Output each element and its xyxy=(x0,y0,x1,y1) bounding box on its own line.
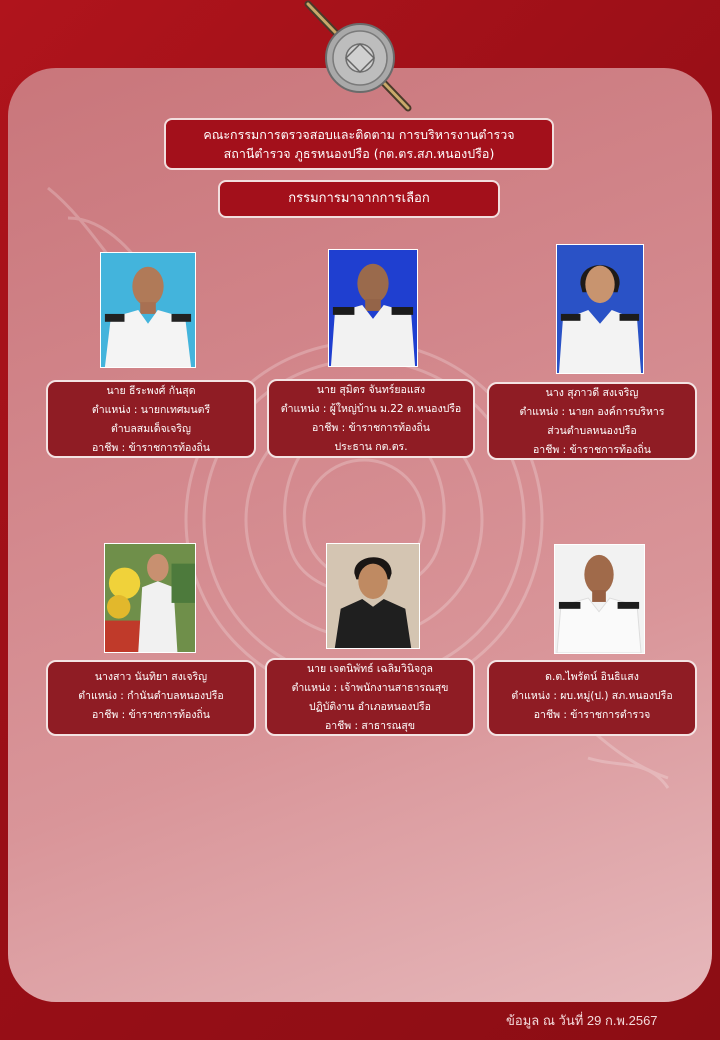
police-emblem-icon xyxy=(300,0,420,112)
member-photo-3 xyxy=(556,244,644,374)
member-name: นาย สุมิตร จันทร์ยอแสง xyxy=(316,384,426,396)
member-position: ตำแหน่ง : ผู้ใหญ่บ้าน ม.22 ต.หนองปรือ xyxy=(280,403,462,415)
committee-title xyxy=(164,118,554,170)
member-occupation: อาชีพ : ข้าราชการท้องถิ่น xyxy=(92,709,210,721)
member-position: ตำแหน่ง : กำนันตำบลหนองปรือ xyxy=(78,690,224,702)
member-name: นาย ธีระพงศ์ กันสุด xyxy=(106,385,196,397)
member-photo-5 xyxy=(326,543,420,649)
member-name: นางสาว นันทิยา สงเจริญ xyxy=(94,671,208,683)
member-name: นาย เจตนิพัทธ์ เฉลิมวินิจกูล xyxy=(306,663,433,675)
member-card-4 xyxy=(46,660,256,736)
data-date-note: ข้อมูล ณ วันที่ 29 ก.พ.2567 xyxy=(506,1013,658,1028)
member-occupation: อาชีพ : สาธารณสุข xyxy=(324,720,416,732)
title-line-1: คณะกรรมการตรวจสอบและติดตาม การบริหารงานตำรวจ xyxy=(203,127,515,142)
member-name: นาง สุภาวดี สงเจริญ xyxy=(545,387,639,399)
member-occupation: อาชีพ : ข้าราชการท้องถิ่น xyxy=(312,422,430,434)
member-position-detail: ปฏิบัติงาน อำเภอหนองปรือ xyxy=(309,701,431,713)
member-occupation: อาชีพ : ข้าราชการท้องถิ่น xyxy=(92,442,210,454)
member-card-6 xyxy=(487,660,697,736)
member-photo-1 xyxy=(100,252,196,368)
member-photo-2 xyxy=(328,249,418,367)
member-card-3 xyxy=(487,382,697,460)
member-occupation: อาชีพ : ข้าราชการท้องถิ่น xyxy=(533,444,651,456)
member-position: ตำแหน่ง : เจ้าพนักงานสาธารณสุข xyxy=(291,682,449,694)
member-card-1 xyxy=(46,380,256,458)
member-position: ตำแหน่ง : นายก องค์การบริหาร xyxy=(519,406,665,418)
member-occupation: อาชีพ : ข้าราชการตำรวจ xyxy=(533,709,651,721)
member-position-detail: ส่วนตำบลหนองปรือ xyxy=(547,425,637,437)
title-line-2: สถานีตำรวจ ภูธรหนองปรือ (กต.ตร.สภ.หนองปรือ) xyxy=(223,146,495,161)
member-position: ตำแหน่ง : นายกเทศมนตรี xyxy=(91,404,211,416)
member-card-5 xyxy=(265,658,475,736)
member-position-detail: ตำบลสมเด็จเจริญ xyxy=(110,423,192,435)
member-position: ตำแหน่ง : ผบ.หมู่(ป.) สภ.หนองปรือ xyxy=(511,690,673,702)
member-photo-6 xyxy=(554,544,645,654)
member-role: ประธาน กต.ตร. xyxy=(334,441,408,453)
member-name: ด.ต.ไพรัตน์ อินธิแสง xyxy=(545,671,639,683)
section-subtitle: กรรมการมาจากการเลือก xyxy=(218,180,500,218)
member-card-2 xyxy=(267,379,475,458)
member-photo-4 xyxy=(104,543,196,653)
